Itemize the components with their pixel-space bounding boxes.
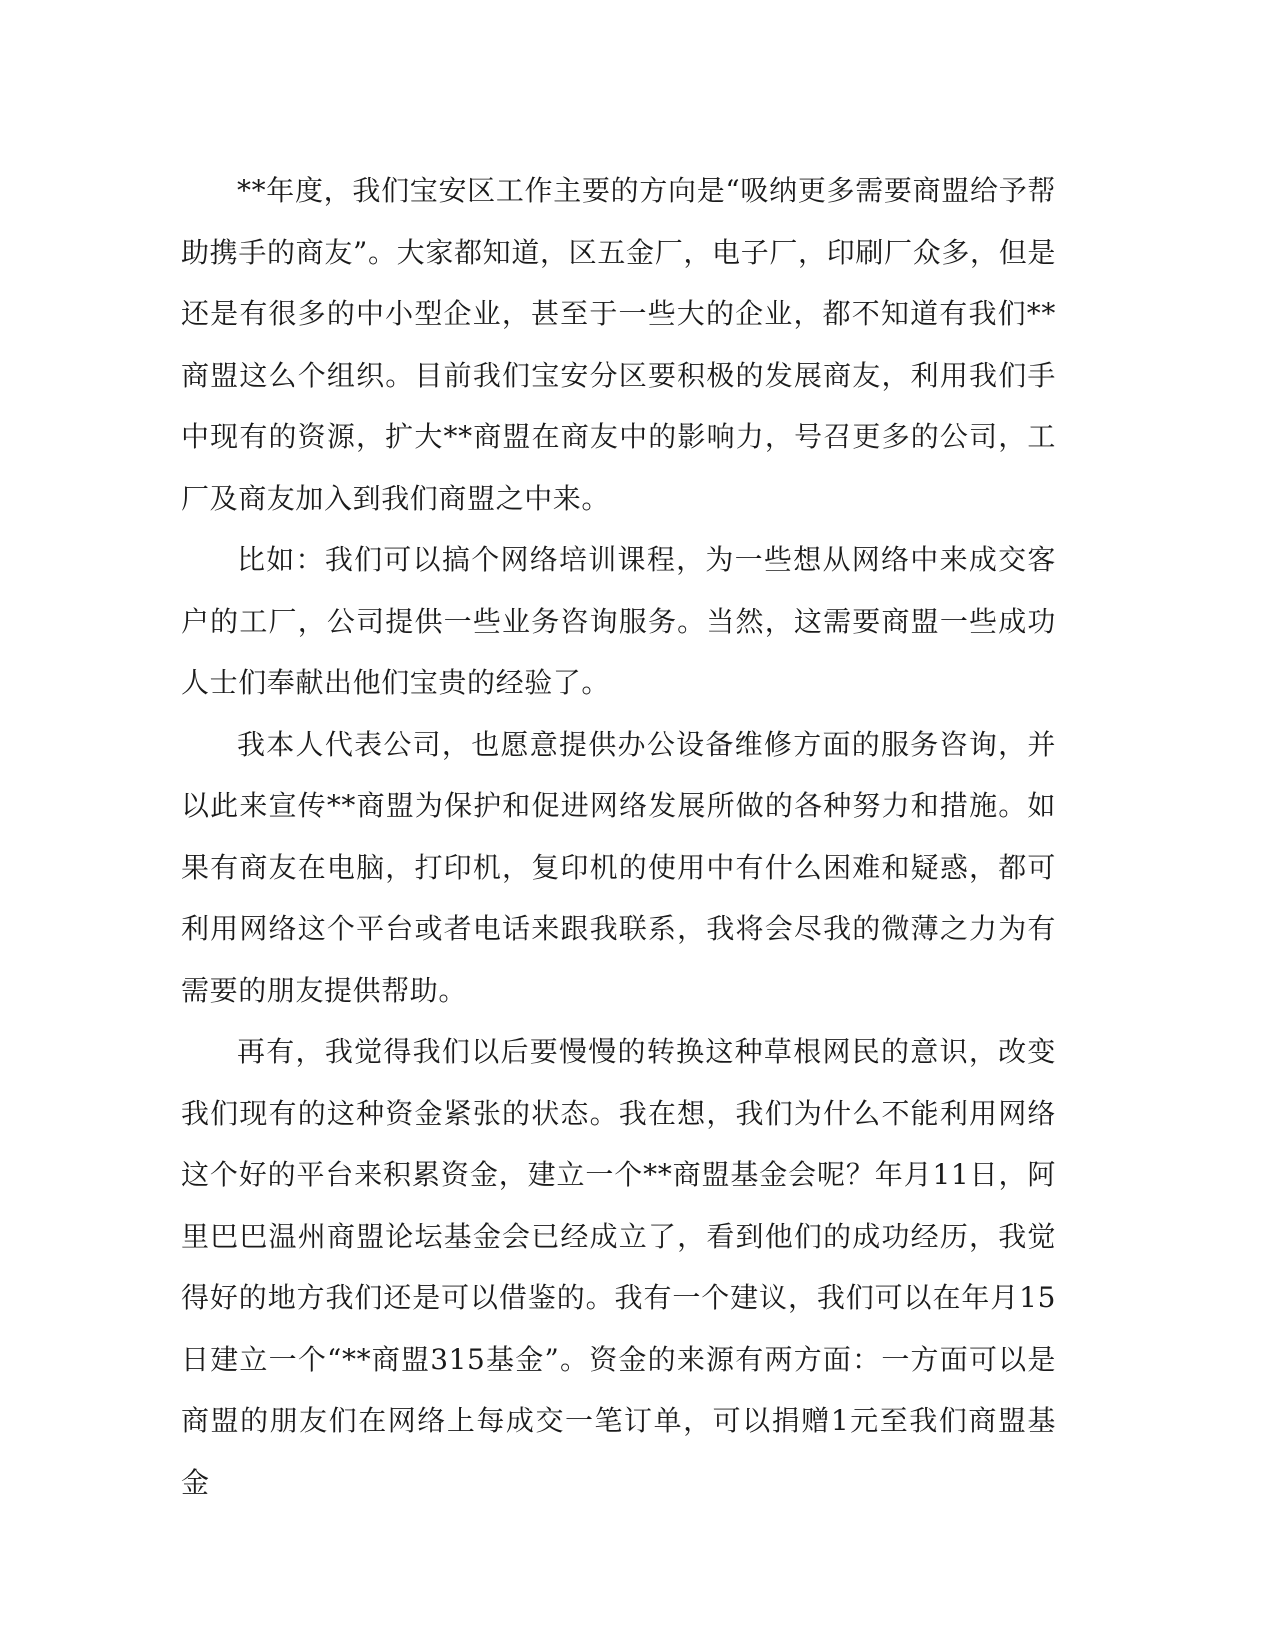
- paragraph-expand-membership: **年度，我们宝安区工作主要的方向是“吸纳更多需要商盟给予帮助携手的商友”。大家都知道，区五金厂，电子厂，印刷厂众多，但是还是有很多的中小型企业，甚至于一些大的企业，都不知道有我们**商盟这么个组织。目前我们宝安分区要积极的发展商友，利用我们手中现有的资源，扩大**商盟在商友中的影响力，号召更多的公司，工厂及商友加入到我们商盟之中来。: [181, 174, 1056, 515]
- paragraph-training-course: 比如：我们可以搞个网络培训课程，为一些想从网络中来成交客户的工厂，公司提供一些业务咨询服务。当然，这需要商盟一些成功人士们奉献出他们宝贵的经验了。: [181, 543, 1056, 699]
- paragraph-foundation-proposal: 再有，我觉得我们以后要慢慢的转换这种草根网民的意识，改变我们现有的这种资金紧张的状态。我在想，我们为什么不能利用网络这个好的平台来积累资金，建立一个**商盟基金会呢？年月11日，阿里巴巴温州商盟论坛基金会已经成立了，看到他们的成功经历，我觉得好的地方我们还是可以借鉴的。我有一个建议，我们可以在年月15日建立一个“**商盟315基金”。资金的来源有两方面：一方面可以是商盟的朋友们在网络上每成交一笔订单，可以捐赠1元至我们商盟基金: [181, 1035, 1056, 1499]
- document-body: [181, 160, 1056, 1513]
- paragraph-repair-consulting: 我本人代表公司，也愿意提供办公设备维修方面的服务咨询，并以此来宣传**商盟为保护和促进网络发展所做的各种努力和措施。如果有商友在电脑，打印机，复印机的使用中有什么困难和疑惑，都可利用网络这个平台或者电话来跟我联系，我将会尽我的微薄之力为有需要的朋友提供帮助。: [181, 727, 1056, 1007]
